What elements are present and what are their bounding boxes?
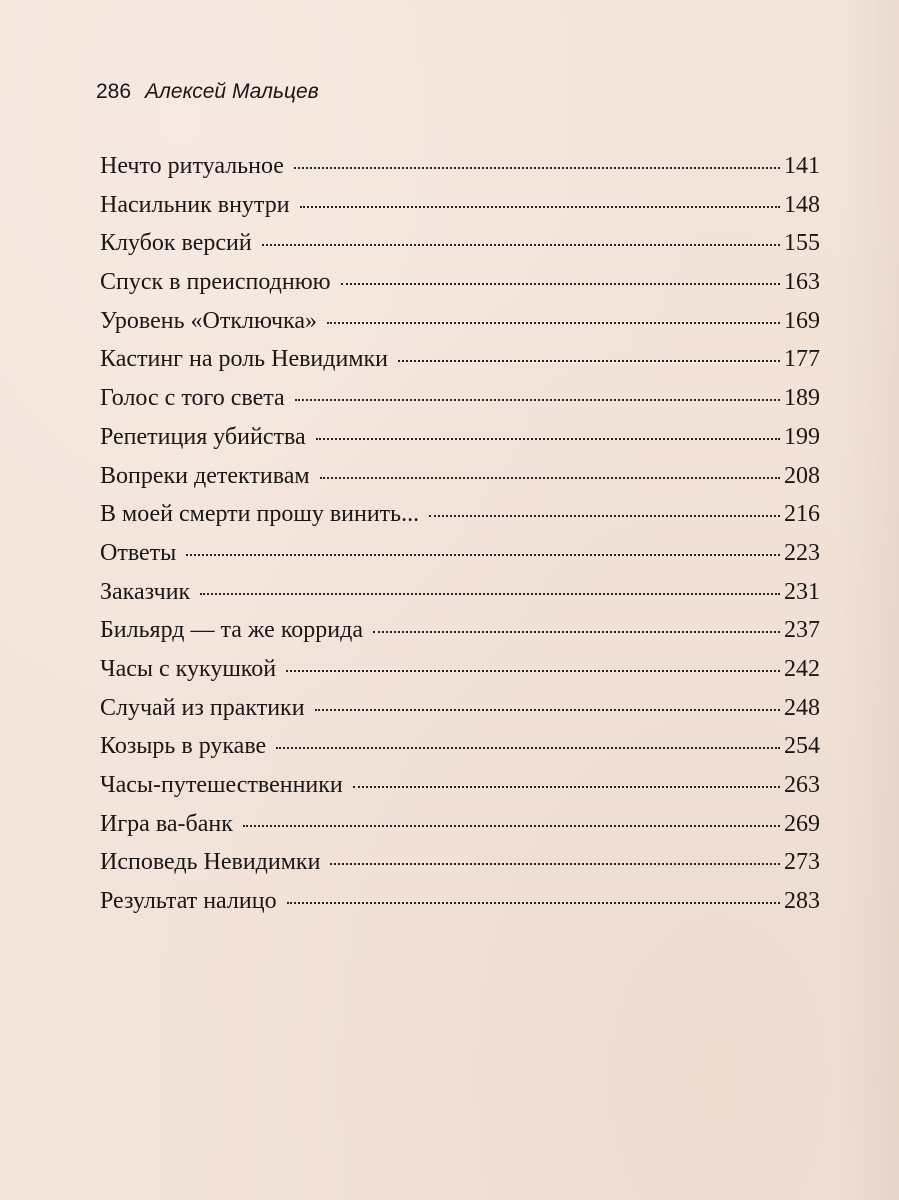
dot-leader — [287, 902, 780, 904]
dot-leader — [295, 399, 780, 401]
toc-entry-title: Репетиция убийства — [100, 423, 306, 450]
dot-leader — [398, 360, 780, 362]
dot-leader — [262, 244, 780, 246]
toc-entry-page: 199 — [784, 423, 820, 450]
toc-entry-page: 248 — [784, 694, 820, 721]
toc-entry-title: Бильярд — та же коррида — [100, 617, 363, 644]
toc-entry — [100, 495, 820, 534]
toc-entry — [100, 689, 820, 728]
toc-entry — [100, 418, 820, 457]
toc-entry — [100, 457, 820, 496]
toc-entry — [100, 882, 820, 921]
toc-entry-title: Уровень «Отключка» — [100, 307, 318, 334]
dot-leader — [243, 825, 780, 827]
toc-entry — [100, 263, 820, 302]
dot-leader — [286, 670, 780, 672]
toc-entry-title: В моей смерти прошу винить... — [100, 501, 420, 528]
dot-leader — [330, 863, 780, 865]
toc-entry-page: 237 — [784, 617, 820, 644]
dot-leader — [353, 786, 780, 788]
toc-entry-title: Игра ва-банк — [100, 810, 233, 837]
toc-entry — [100, 650, 820, 689]
toc-entry-page: 242 — [784, 655, 820, 682]
dot-leader — [316, 438, 780, 440]
toc-entry-page: 163 — [784, 269, 820, 296]
toc-entry-title: Голос с того света — [100, 385, 285, 412]
toc-entry-page: 254 — [784, 733, 820, 760]
toc-entry-title: Ответы — [100, 539, 177, 566]
toc-entry-page: 269 — [784, 810, 820, 837]
toc-entry — [100, 302, 820, 341]
toc-entry-title: Часы-путешественники — [100, 772, 343, 798]
toc-entry-title: Исповедь Невидимки — [100, 849, 321, 876]
dot-leader — [315, 709, 780, 711]
dot-leader — [300, 206, 780, 208]
toc-entry-title: Заказчик — [100, 578, 191, 605]
toc-entry — [100, 379, 820, 418]
running-head-author: Алексей Мальцев — [145, 80, 319, 103]
table-of-contents — [100, 147, 820, 921]
dot-leader — [294, 167, 780, 169]
toc-entry-page: 177 — [784, 346, 820, 373]
toc-entry — [100, 340, 820, 379]
toc-entry-title: Случай из практики — [100, 694, 305, 721]
toc-entry-page: 208 — [784, 462, 820, 489]
toc-entry — [100, 573, 820, 612]
dot-leader — [276, 747, 780, 749]
toc-entry-page: 231 — [784, 578, 820, 605]
dot-leader — [429, 515, 780, 517]
dot-leader — [320, 477, 780, 479]
toc-entry-title: Нечто ритуальное — [100, 153, 284, 179]
toc-entry-title: Часы с кукушкой — [100, 655, 277, 682]
dot-leader — [327, 322, 780, 324]
toc-entry-title: Вопреки детективам — [100, 462, 310, 489]
toc-entry — [100, 147, 820, 186]
toc-entry-page: 148 — [784, 191, 820, 218]
toc-entry — [100, 186, 820, 225]
dot-leader — [341, 283, 780, 285]
dot-leader — [200, 593, 780, 595]
toc-entry-page: 189 — [784, 385, 820, 412]
toc-entry-title: Насильник внутри — [100, 191, 290, 218]
toc-entry — [100, 805, 820, 844]
dot-leader — [373, 631, 780, 633]
toc-entry-title: Результат налицо — [100, 888, 277, 915]
toc-entry-page: 216 — [784, 501, 820, 528]
page-gutter-shadow — [839, 0, 899, 1200]
toc-entry-page: 283 — [784, 888, 820, 915]
toc-entry-title: Клубок версий — [100, 230, 252, 257]
toc-entry — [100, 611, 820, 650]
toc-entry — [100, 534, 820, 573]
page-header — [96, 80, 319, 116]
toc-entry-page: 169 — [784, 307, 820, 334]
dot-leader — [186, 554, 780, 556]
toc-entry — [100, 727, 820, 766]
toc-entry-page: 141 — [784, 153, 820, 179]
toc-entry — [100, 843, 820, 882]
toc-entry-page: 155 — [784, 230, 820, 257]
toc-entry — [100, 224, 820, 263]
page-number: 286 — [96, 80, 132, 103]
toc-entry-page: 223 — [784, 539, 820, 566]
toc-entry-page: 263 — [784, 772, 820, 798]
toc-entry-title: Кастинг на роль Невидимки — [100, 346, 389, 373]
toc-entry-page: 273 — [784, 849, 820, 876]
toc-entry — [100, 766, 820, 805]
toc-entry-title: Спуск в преисподнюю — [100, 269, 331, 296]
toc-entry-title: Козырь в рукаве — [100, 733, 267, 760]
